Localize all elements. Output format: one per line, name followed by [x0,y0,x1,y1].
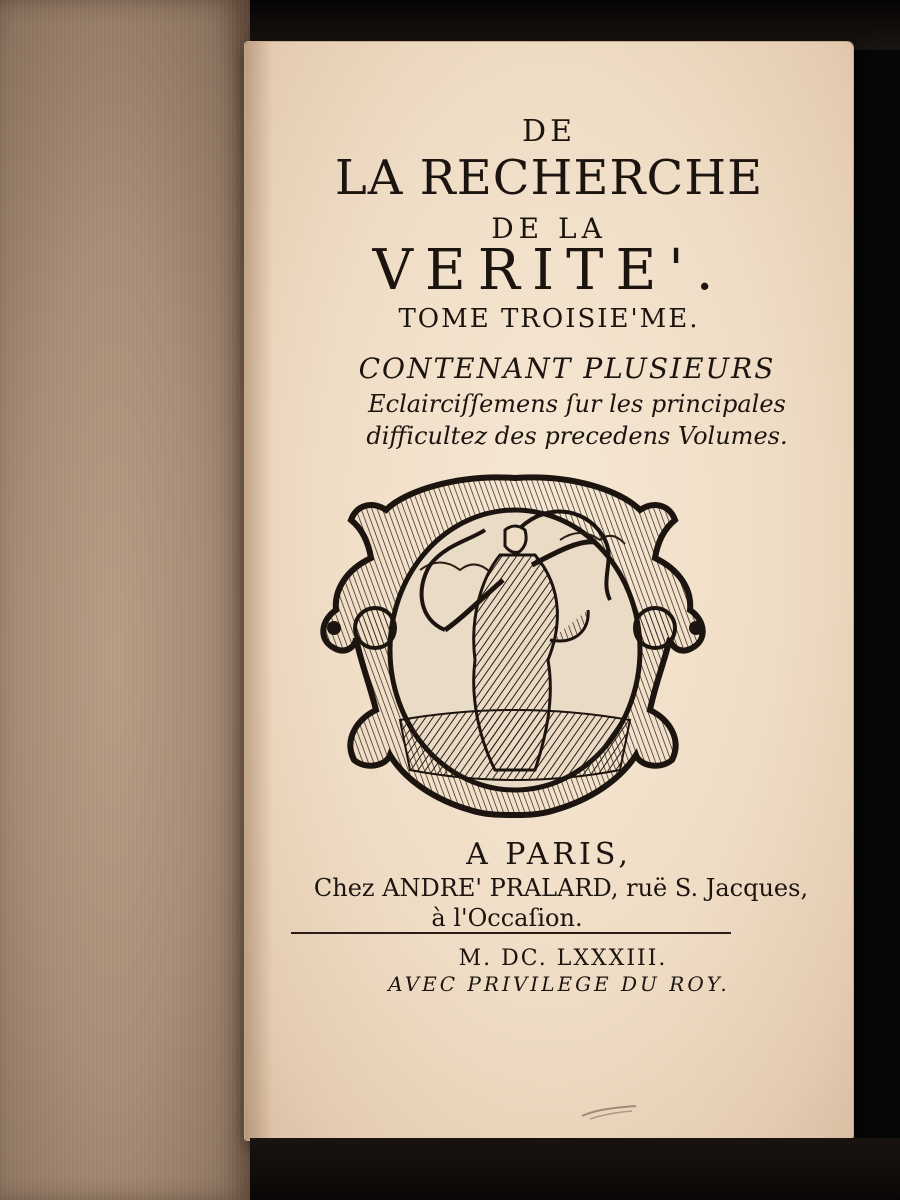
background-shadow-bottom [250,1138,900,1200]
title-line-de: DE [522,114,576,149]
woodcut-vignette [320,470,710,825]
imprint-publisher-sign: à l'Occaſion. [431,904,583,932]
imprint-publisher: Chez ANDRE' PRALARD, ruë S. Jacques, [313,874,809,902]
ink-smudge [580,1102,640,1122]
subtitle-line-2: difficultez des precedens Volumes. [366,422,788,450]
privilege-line: AVEC PRIVILEGE DU ROY. [388,972,730,996]
title-line-recherche: LA RECHERCHE [334,150,764,206]
title-line-verite: VERITE'. [372,238,726,303]
imprint-place: A PARIS, [466,837,632,872]
title-line-de-la: DE LA [491,212,607,245]
volume-line: TOME TROISIE'ME. [398,304,700,334]
subtitle-line-1: Eclairciſſemens ſur les principales [368,390,786,418]
title-page [245,42,853,1140]
divider-rule [291,932,731,934]
book-cover-board [0,0,253,1200]
imprint-date: M. DC. LXXXIII. [458,946,668,971]
contenant-line: CONTENANT PLUSIEURS [358,352,776,385]
